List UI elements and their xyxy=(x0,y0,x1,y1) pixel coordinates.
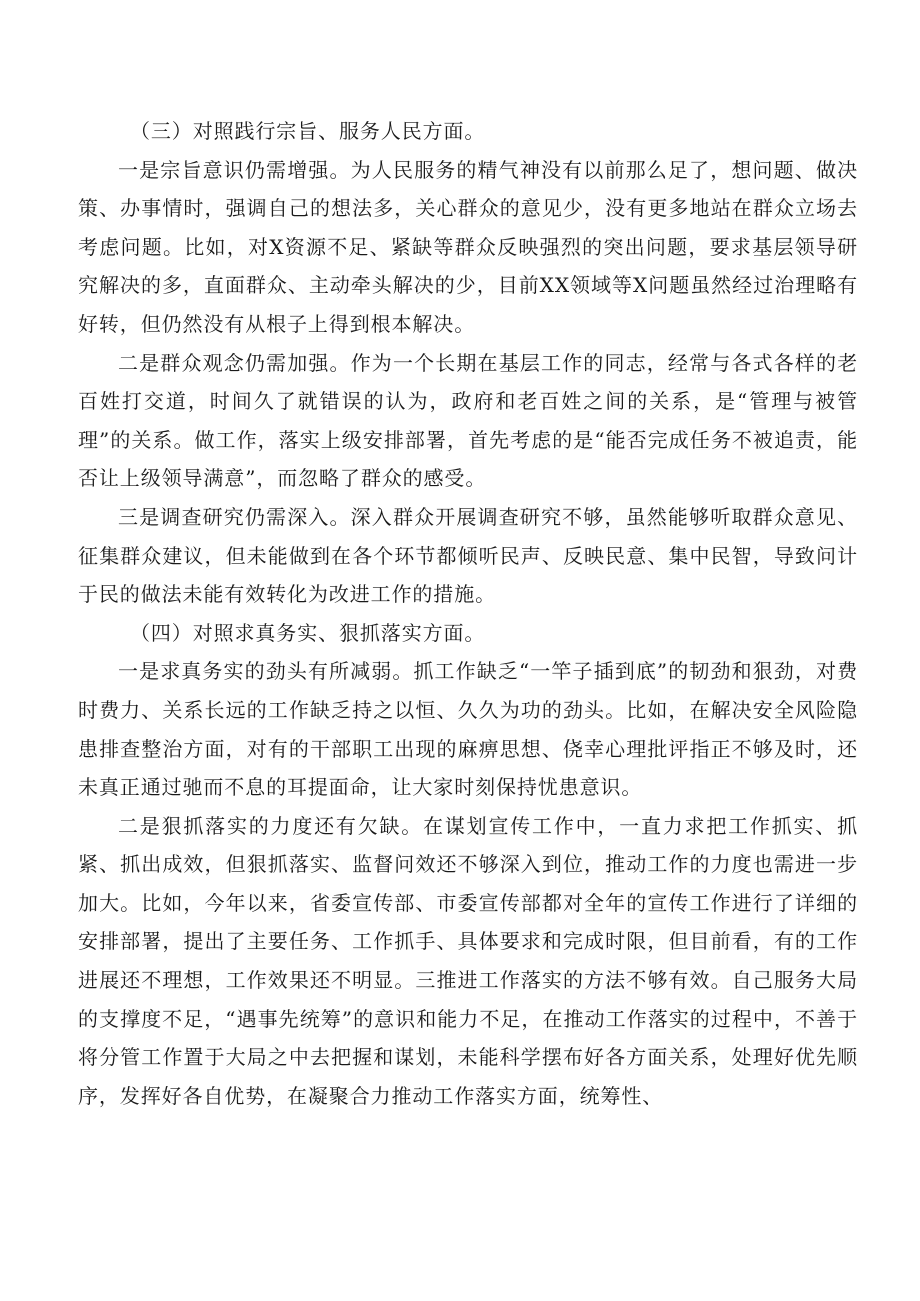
document-body xyxy=(78,112,858,1115)
paragraph-pragmatism: 一是求真务实的劲头有所减弱。抓工作缺乏“一竿子插到底”的韧劲和狠劲，对费时费力、关系长远的工作缺乏持之以恒、久久为功的劲头。比如，在解决安全风险隐患排查整治方面，对有的干部职工出现的麻痹思想、侥幸心理批评指正不够及时，还未真正通过驰而不息的耳提面命，让大家时刻保持忧患意识。 xyxy=(78,659,858,800)
paragraph-mass-perspective: 二是群众观念仍需加强。作为一个长期在基层工作的同志，经常与各式各样的老百姓打交道，时间久了就错误的认为，政府和老百姓之间的关系，是“管理与被管理”的关系。做工作，落实上级安排部署，首先考虑的是“能否完成任务不被追责，能否让上级领导满意”，而忽略了群众的感受。 xyxy=(78,350,858,491)
section-heading-3: （三）对照践行宗旨、服务人民方面。 xyxy=(130,119,486,143)
paragraph-investigation-research: 三是调查研究仍需深入。深入群众开展调查研究不够，虽然能够听取群众意见、征集群众建议，但未能做到在各个环节都倾听民声、反映民意、集中民智，导致问计于民的做法未能有效转化为改进工作的措施。 xyxy=(78,504,858,607)
paragraph-purpose-awareness: 一是宗旨意识仍需增强。为人民服务的精气神没有以前那么足了，想问题、做决策、办事情时，强调自己的想法多，关心群众的意见少，没有更多地站在群众立场去考虑问题。比如，对X资源不足、紧缺等群众反映强烈的突出问题，要求基层领导研究解决的多，直面群众、主动牵头解决的少，目前XX领域等X问题虽然经过治理略有好转，但仍然没有从根子上得到根本解决。 xyxy=(78,157,858,336)
section-heading-4: （四）对照求真务实、狠抓落实方面。 xyxy=(130,620,486,645)
paragraph-implementation: 二是狠抓落实的力度还有欠缺。在谋划宣传工作中，一直力求把工作抓实、抓紧、抓出成效，但狠抓落实、监督问效还不够深入到位，推动工作的力度也需进一步加大。比如，今年以来，省委宣传部、市委宣传部都对全年的宣传工作进行了详细的安排部署，提出了主要任务、工作抓手、具体要求和完成时限，但目前看，有的工作进展还不理想，工作效果还不明显。三推进工作落实的方法不够有效。自己服务大局的支撑度不足，“遇事先统筹”的意识和能力不足，在推动工作落实的过程中，不善于将分管工作置于大局之中去把握和谋划，未能科学摆布好各方面关系，处理好优先顺序，发挥好各自优势，在凝聚合力推动工作落实方面，统筹性、 xyxy=(78,813,858,1108)
